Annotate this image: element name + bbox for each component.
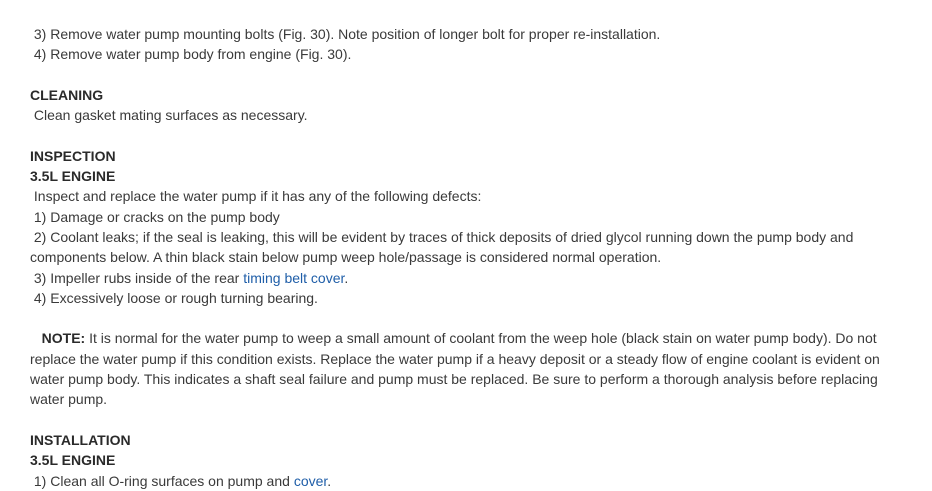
cover-link[interactable]: cover	[293, 472, 328, 489]
cleaning-text: Clean gasket mating surfaces as necessary.	[30, 107, 308, 124]
spacer	[30, 65, 902, 85]
spacer	[30, 308, 902, 328]
document-body	[30, 24, 902, 491]
inspection-item-1: 1) Damage or cracks on the pump body	[30, 208, 280, 225]
inspection-item-3	[30, 268, 902, 288]
spacer	[30, 410, 902, 430]
inspection-item-4: 4) Excessively loose or rough turning bearing.	[30, 289, 318, 306]
removal-step-4: 4) Remove water pump body from engine (Fig. 30).	[30, 46, 352, 63]
cleaning-heading: CLEANING	[30, 86, 104, 103]
note-text: It is normal for the water pump to weep a small amount of coolant from the weep hole (black stain on water pump body). Do not replace the water pump if this condition exists. Replace the water pump if a heavy deposit or a steady flow of engine coolant is evident on water pump body. This indicates a shaft seal failure and pump must be replaced. Be sure to perform a thorough analysis before replacing water pump.	[30, 330, 884, 408]
removal-step-3: 3) Remove water pump mounting bolts (Fig. 30). Note position of longer bolt for proper re-installation.	[30, 26, 661, 42]
inspection-item-3-suffix: .	[344, 269, 349, 286]
installation-step-1	[30, 471, 902, 491]
installation-step-1-suffix: .	[327, 472, 332, 489]
note-label: NOTE:	[41, 330, 86, 347]
inspection-item-3-prefix: 3) Impeller rubs inside of the rear	[30, 269, 244, 286]
inspection-item-2: 2) Coolant leaks; if the seal is leaking, this will be evident by traces of thick deposits of dried glycol running down the pump body and components below. A thin black stain below pump weep hole/passage is considered normal operation.	[30, 228, 858, 266]
installation-heading: INSTALLATION	[30, 431, 131, 448]
spacer	[30, 125, 902, 145]
installation-step-1-prefix: 1) Clean all O-ring surfaces on pump and	[30, 472, 294, 489]
inspection-subheading: 3.5L ENGINE	[30, 168, 116, 185]
timing-belt-cover-link[interactable]: timing belt cover	[243, 269, 345, 286]
inspection-intro: Inspect and replace the water pump if it has any of the following defects:	[30, 188, 482, 205]
installation-subheading: 3.5L ENGINE	[30, 452, 116, 469]
inspection-heading: INSPECTION	[30, 147, 116, 164]
note-paragraph	[30, 328, 902, 409]
